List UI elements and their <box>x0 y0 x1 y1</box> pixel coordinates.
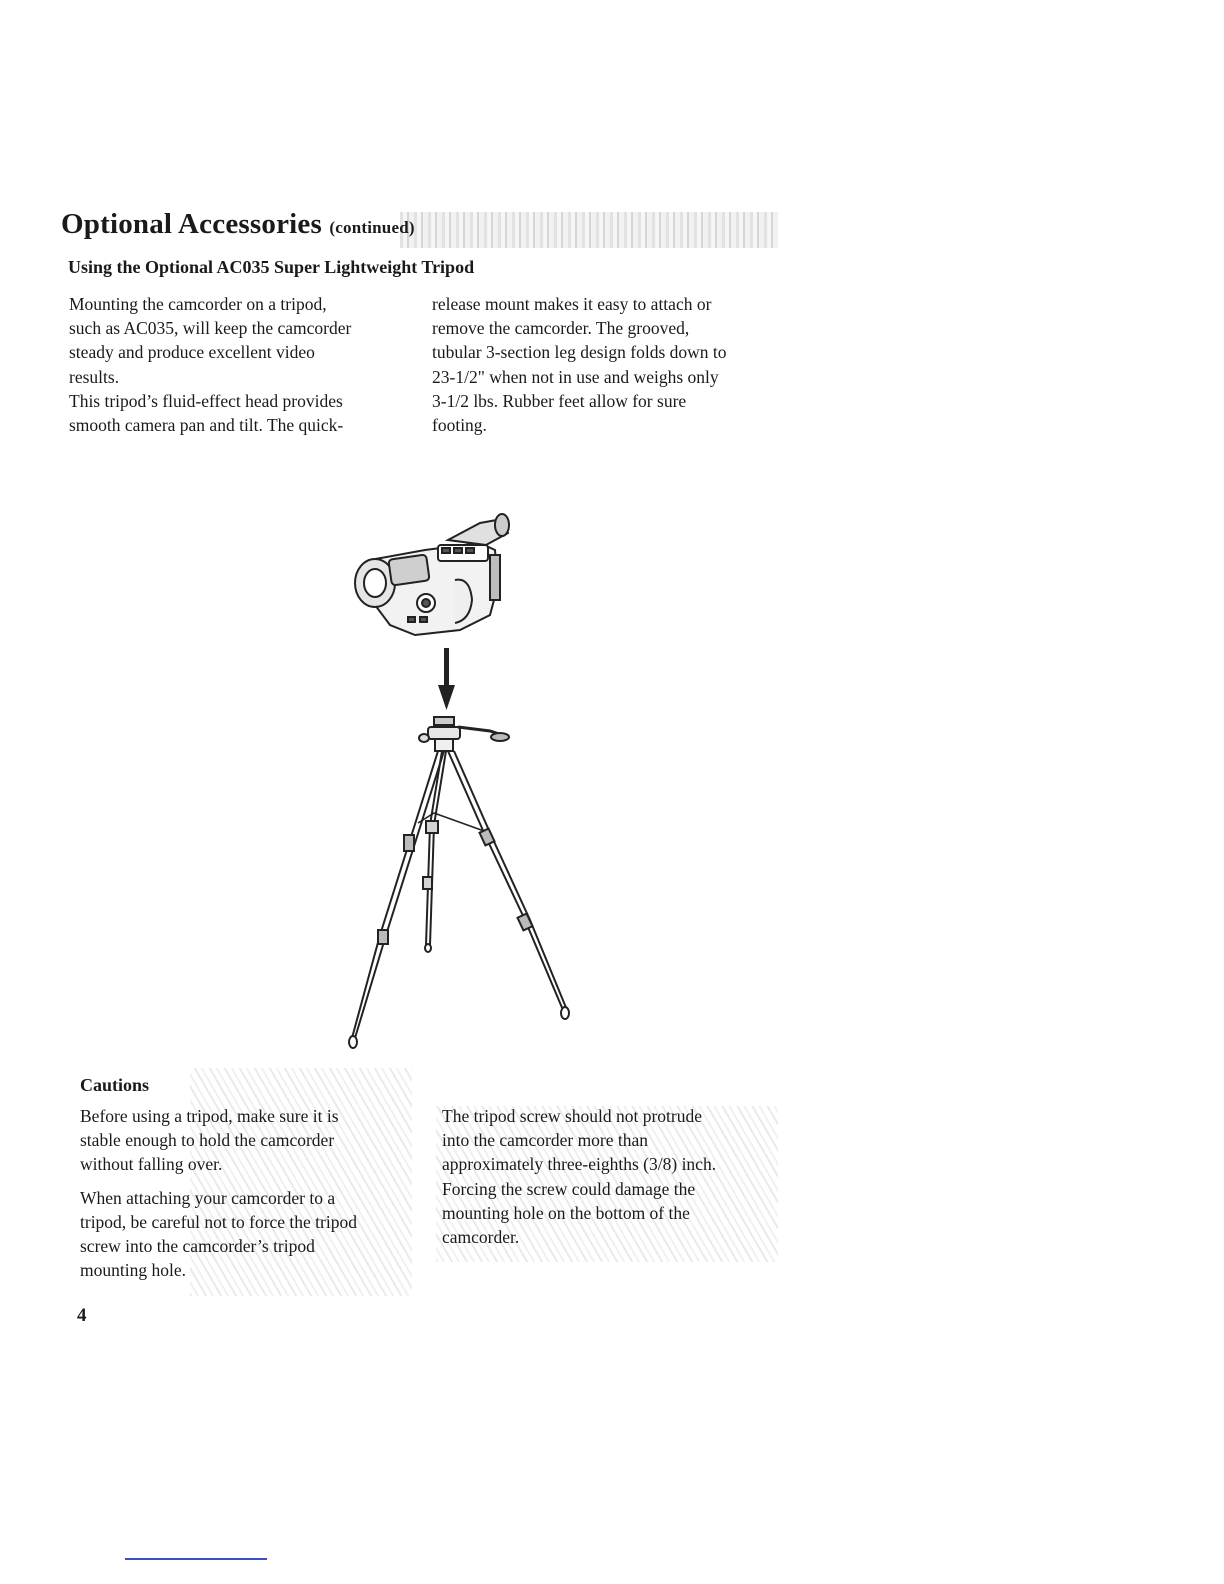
caution-paragraph <box>80 1186 410 1283</box>
caution-column-right <box>442 1104 782 1258</box>
body-line: such as AC035, will keep the camcorder <box>69 318 352 339</box>
caution-line: camcorder. <box>442 1227 520 1248</box>
body-line: results. <box>69 366 120 387</box>
body-line: smooth camera pan and tilt. The quick- <box>69 415 344 436</box>
body-line: 3-1/2 lbs. Rubber feet allow for sure <box>432 390 687 411</box>
body-line: release mount makes it easy to attach or <box>432 294 712 314</box>
cautions-heading: Cautions <box>80 1075 150 1095</box>
page-number: 4 <box>77 1305 87 1326</box>
tripod-icon <box>349 717 569 1048</box>
footer-rule <box>125 1558 267 1560</box>
body-column-left <box>69 292 409 437</box>
down-arrow-icon <box>438 648 455 710</box>
page-title <box>61 208 415 241</box>
header-decorative-band <box>400 212 778 248</box>
body-line: 23-1/2" when not in use and weighs only <box>432 366 719 387</box>
caution-line: mounting hole on the bottom of the <box>442 1202 690 1223</box>
body-line: steady and produce excellent video <box>69 342 315 363</box>
caution-line: without falling over. <box>80 1154 223 1175</box>
caution-line: mounting hole. <box>80 1260 186 1281</box>
camcorder-icon <box>355 514 509 635</box>
body-column-right <box>432 292 782 437</box>
caution-line: Forcing the screw could damage the <box>442 1178 696 1199</box>
caution-line: The tripod screw should not protrude <box>442 1106 703 1126</box>
caution-paragraph <box>80 1104 410 1177</box>
body-line: remove the camcorder. The grooved, <box>432 318 690 339</box>
page-title-suffix: (continued) <box>329 218 415 237</box>
caution-paragraph <box>442 1104 782 1249</box>
camcorder-tripod-illustration <box>330 505 590 1050</box>
caution-line: into the camcorder more than <box>442 1130 649 1151</box>
caution-line: When attaching your camcorder to a <box>80 1187 336 1208</box>
body-line: tubular 3-section leg design folds down to <box>432 342 727 363</box>
section-heading: Using the Optional AC035 Super Lightweight Tripod <box>68 257 475 277</box>
page-title-text: Optional Accessories <box>61 208 322 240</box>
caution-line: stable enough to hold the camcorder <box>80 1130 335 1151</box>
caution-line: Before using a tripod, make sure it is <box>80 1106 339 1126</box>
caution-line: screw into the camcorder’s tripod <box>80 1236 315 1257</box>
caution-line: approximately three-eighths (3/8) inch. <box>442 1154 717 1175</box>
body-line: This tripod’s fluid-effect head provides <box>69 390 343 411</box>
body-line: footing. <box>432 415 487 436</box>
caution-column-left <box>80 1104 410 1291</box>
caution-line: tripod, be careful not to force the tripod <box>80 1211 357 1232</box>
body-line: Mounting the camcorder on a tripod, <box>69 294 327 314</box>
